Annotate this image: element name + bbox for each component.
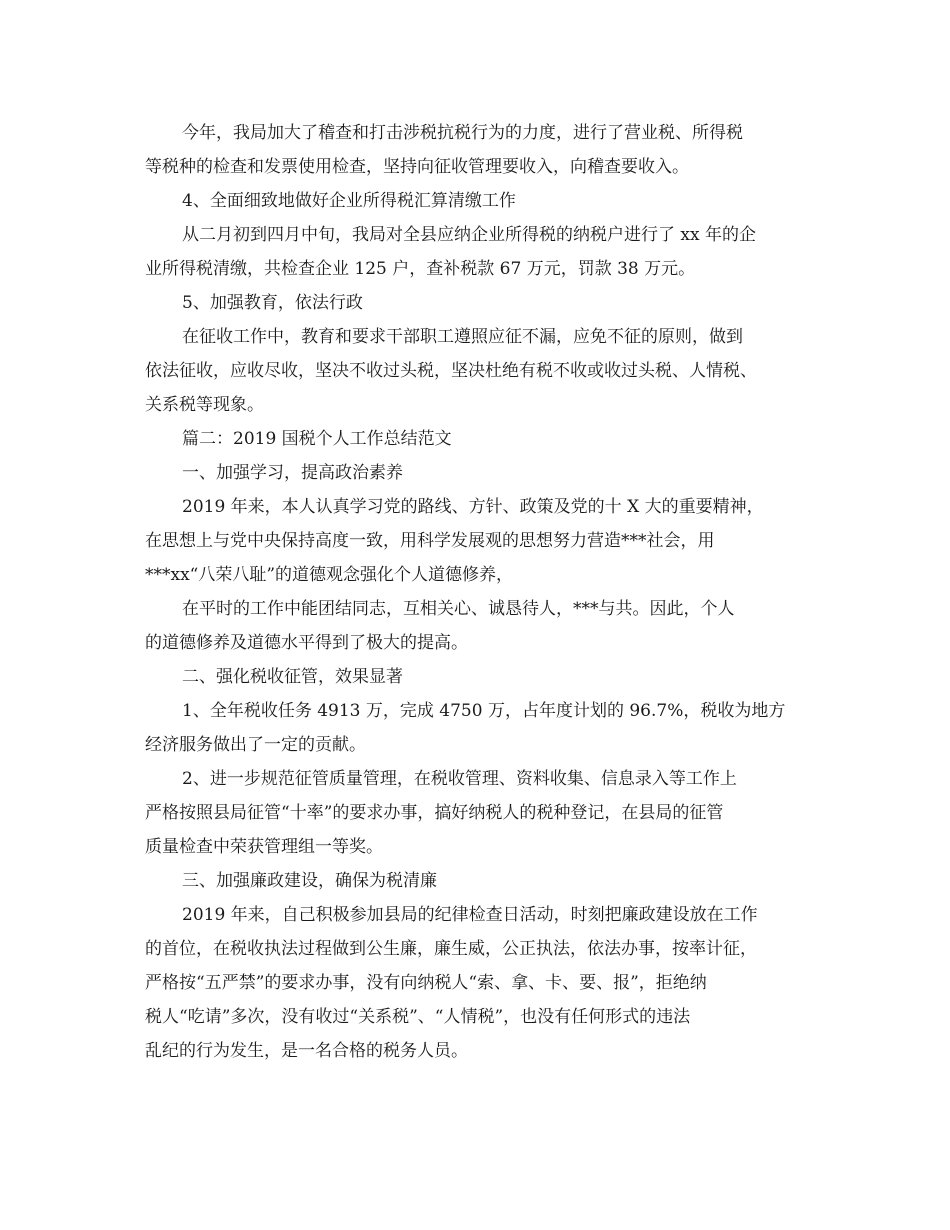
text-line: 在思想上与党中央保持高度一致，用科学发展观的思想努力营造***社会，用 [145,531,715,551]
text-line: 等税种的检查和发票使用检查，坚持向征收管理要收入，向稽查要收入。 [145,157,689,177]
text-line: 业所得税清缴，共检查企业 125 户，查补税款 67 万元，罚款 38 万元。 [145,259,696,279]
section-heading: 5、加强教育，依法行政 [182,293,363,313]
text-line: 的道德修养及道德水平得到了极大的提高。 [145,633,468,653]
text-line: 严格按“五严禁”的要求办事，没有向纳税人“索、拿、卡、要、报”，拒绝纳 [145,973,707,993]
text-line: 2、进一步规范征管质量管理，在税收管理、资料收集、信息录入等工作上 [182,769,737,789]
section-heading: 三、加强廉政建设，确保为税清廉 [182,871,437,891]
section-heading: 4、全面细致地做好企业所得税汇算清缴工作 [182,191,516,211]
section-heading: 二、强化税收征管，效果显著 [182,667,403,687]
text-line: 依法征收，应收尽收，坚决不收过头税，坚决杜绝有税不收或收过头税、人情税、 [145,361,757,381]
text-line: 2019 年来，本人认真学习党的路线、方针、政策及党的十 X 大的重要精神， [182,497,764,517]
section-heading: 一、加强学习，提高政治素养 [182,463,403,483]
text-line: 质量检查中荣获管理组一等奖。 [145,837,383,857]
text-line: 关系税等现象。 [145,395,264,415]
text-line: ***xx“八荣八耻”的道德观念强化个人道德修养， [145,565,514,585]
text-line: 在征收工作中，教育和要求干部职工遵照应征不漏，应免不征的原则，做到 [182,327,743,347]
text-line: 乱纪的行为发生，是一名合格的税务人员。 [145,1041,468,1061]
text-line: 税人“吃请”多次，没有收过“关系税”、“人情税”，也没有任何形式的违法 [145,1007,691,1027]
text-line: 从二月初到四月中旬，我局对全县应纳企业所得税的纳税户进行了 xx 年的企 [182,225,756,245]
text-line: 今年，我局加大了稽查和打击涉税抗税行为的力度，进行了营业税、所得税 [182,123,743,143]
text-line: 1、全年税收任务 4913 万，完成 4750 万，占年度计划的 96.7%，税收为地方 [182,701,786,721]
text-line: 严格按照县局征管“十率”的要求办事，搞好纳税人的税种登记，在县局的征管 [145,803,724,823]
text-line: 经济服务做出了一定的贡献。 [145,735,366,755]
text-line: 2019 年来，自己积极参加县局的纪律检查日活动，时刻把廉政建设放在工作 [182,905,758,925]
text-line: 在平时的工作中能团结同志，互相关心、诚恳待人，***与共。因此，个人 [182,599,735,619]
text-line: 的首位，在税收执法过程做到公生廉，廉生威，公正执法，依法办事，按率计征， [145,939,757,959]
document-body [145,118,805,1070]
article-title: 篇二：2019 国税个人工作总结范文 [182,429,452,449]
